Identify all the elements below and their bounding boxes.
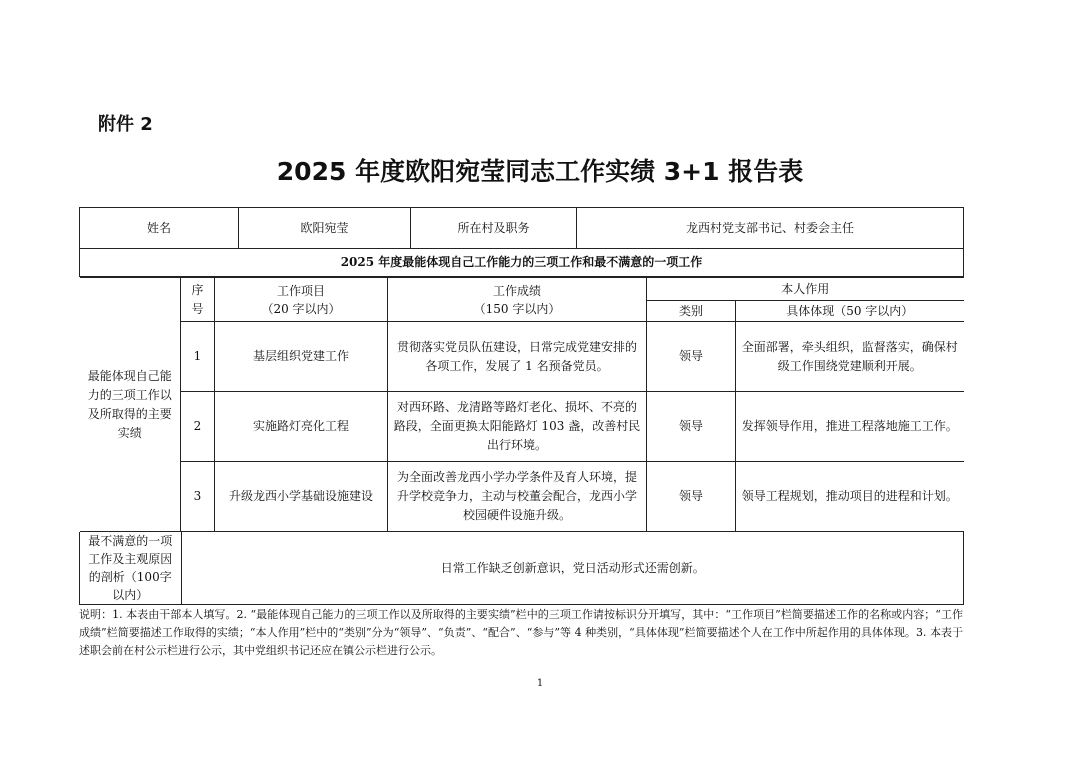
dissatisfied-row [80,532,964,605]
name-label: 姓名 [80,208,239,249]
achievement-row [80,322,964,392]
row-item: 基层组织党建工作 [215,322,388,392]
position-label: 所在村及职务 [411,208,577,249]
row-role-detail: 全面部署，牵头组织，监督落实，确保村级工作围绕党建顺利开展。 [736,322,964,392]
result-header-limit: （150 字以内） [473,301,561,316]
item-header [215,278,388,322]
seq-header: 序号 [181,278,215,322]
achievement-row [80,462,964,532]
page-title: 2025 年度欧阳宛莹同志工作实绩 3+1 报告表 [276,157,804,186]
name-value: 欧阳宛莹 [239,208,411,249]
row-seq: 3 [181,462,215,532]
achievements-table [80,277,964,532]
row-item: 升级龙西小学基础设施建设 [215,462,388,532]
column-header-row-1 [80,278,964,301]
role-type-header: 类别 [647,301,736,322]
row-role-detail: 领导工程规划，推动项目的进程和计划。 [736,462,964,532]
item-header-title: 工作项目 [276,283,325,298]
section-title: 2025 年度最能体现自己工作能力的三项工作和最不满意的一项工作 [80,249,964,277]
section-row [80,249,964,277]
dissatisfied-table [80,532,964,604]
role-header: 本人作用 [647,278,964,301]
row-role-detail: 发挥领导作用，推进工程落地施工工作。 [736,392,964,462]
item-header-limit: （20 字以内） [261,301,341,316]
achievements-label: 最能体现自己能力的三项工作以及所取得的主要实绩 [80,278,181,532]
row-seq: 2 [181,392,215,462]
header-row [80,208,964,249]
result-header-title: 工作成绩 [492,283,541,298]
row-seq: 1 [181,322,215,392]
report-table [79,207,964,605]
position-value: 龙西村党支部书记、村委会主任 [577,208,964,249]
row-item: 实施路灯亮化工程 [215,392,388,462]
achievement-row [80,392,964,462]
page-number: 1 [536,678,544,689]
row-role-type: 领导 [647,392,736,462]
dissatisfied-value: 日常工作缺乏创新意识，党日活动形式还需创新。 [440,560,705,575]
result-header [388,278,647,322]
dissatisfied-label: 最不满意的一项工作及主观原因的剖析（100字以内） [80,532,181,604]
detail-row [80,277,964,533]
row-role-type: 领导 [647,462,736,532]
row-role-type: 领导 [647,322,736,392]
row-result: 为全面改善龙西小学办学条件及育人环境，提升学校竞争力，主动与校董会配合，龙西小学校园硬件设施升级。 [388,462,647,532]
row-result: 对西环路、龙清路等路灯老化、损坏、不亮的路段，全面更换太阳能路灯 103 盏，改善村民出行环境。 [388,392,647,462]
attachment-label: 附件 2 [98,114,153,135]
note-text: 说明：1. 本表由干部本人填写。2. “最能体现自己能力的三项工作以及所取得的主要实绩”栏中的三项工作请按标识分开填写，其中：“工作项目”栏简要描述工作的名称或内容；“工作成绩”栏简要描述工作取得的实绩；“本人作用”栏中的“类别”分为“领导”、“负责”、“配合”、“参与”等 4 种类别，“具体体现”栏简要描述个人在工作中所起作用的具体体现。3. 本表于述职会前在村公示栏进行公示，其中党组织书记还应在镇公示栏进行公示。 [79,608,963,657]
role-detail-header: 具体体现（50 字以内） [736,301,964,322]
row-result: 贯彻落实党员队伍建设，日常完成党建安排的各项工作，发展了 1 名预备党员。 [388,322,647,392]
